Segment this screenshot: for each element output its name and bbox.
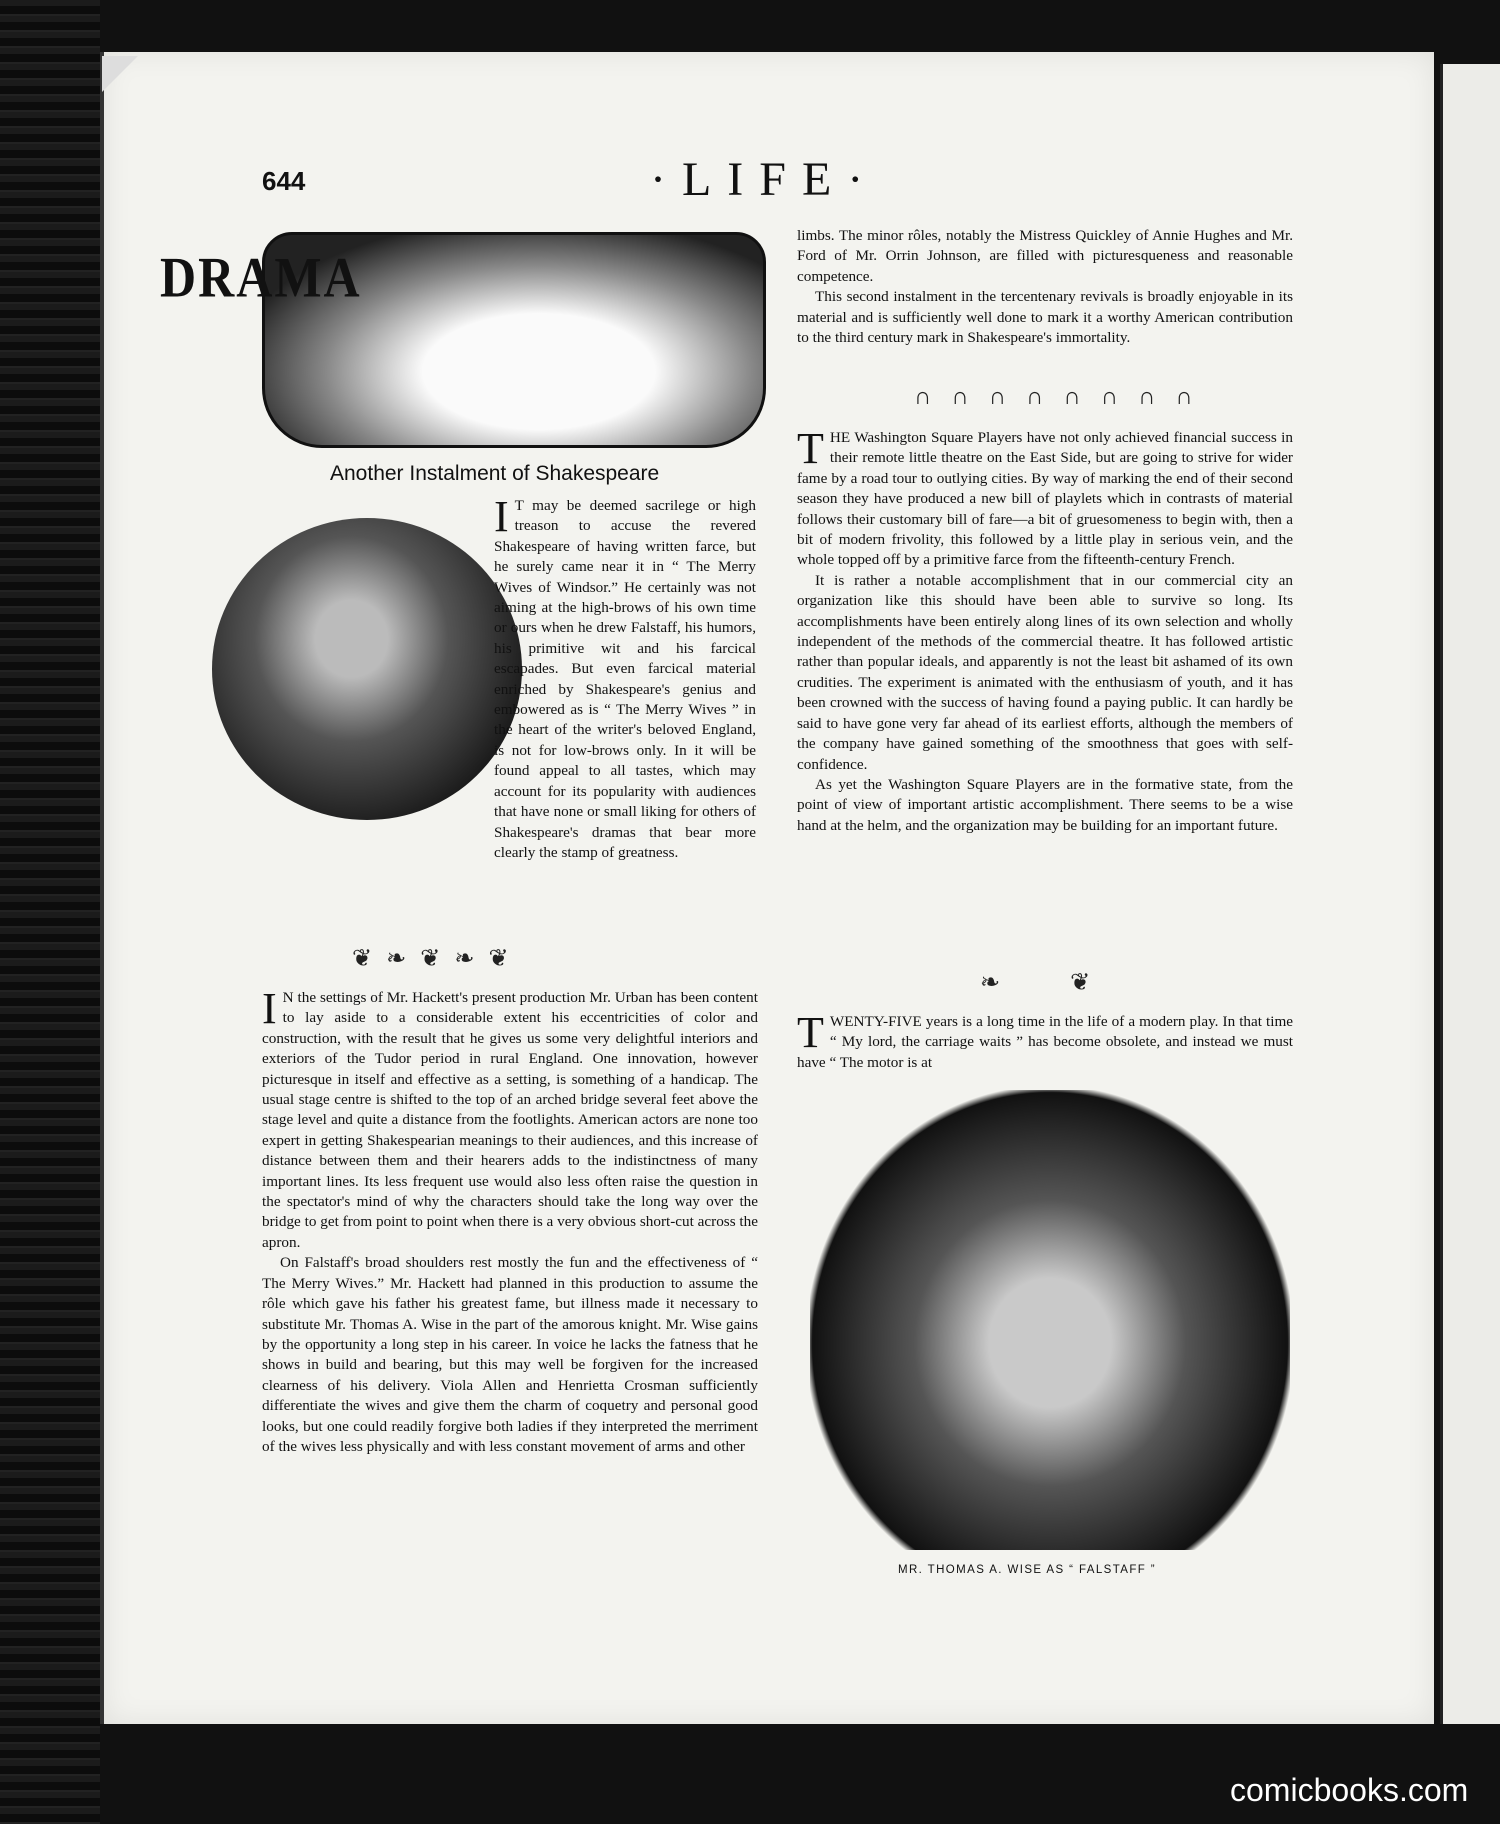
dropcap: T	[797, 424, 824, 473]
paragraph: WENTY-FIVE years is a long time in the life of a modern play. In that time “ My lord, the carriage waits ” has become obsolete, and instead we must have “ The motor is at	[797, 1013, 1293, 1071]
scan-background	[0, 0, 100, 1824]
flourish-icon: ❦	[420, 946, 441, 972]
photo-caption: MR. THOMAS A. WISE AS “ FALSTAFF ”	[898, 1564, 1157, 1576]
page-number: 644	[262, 166, 306, 196]
flourish-icon: ❦	[1070, 970, 1091, 996]
masthead-life: ·LIFE·	[650, 153, 880, 206]
merry-wives-photo	[212, 518, 522, 820]
flourish-icon: ❦	[352, 946, 373, 972]
dropcap: I	[262, 984, 277, 1033]
arch-ornament-icon: ∩	[951, 384, 969, 410]
arch-ornament-icon: ∩	[1100, 384, 1119, 410]
paragraph: It is rather a notable accomplishment that in our commercial city an organization like this should have been able to survive so long. Its accomplishments have been entirely along lines of its own selection and wholly independent of the methods of the commercial theatre. It has followed artistic rather than popular ideals, and apparently is not the least bit ashamed of its own crudities. The experiment is animated with the enthusiasm of youth, and it has been crowned with the success of having found a paying public. It can hardly be said to have gone very far ahead of its earliest efforts, although the members of the company have gained something of the smoothness that goes with self-confidence.	[797, 571, 1293, 773]
flourish-icon: ❧	[454, 946, 475, 972]
paragraph: As yet the Washington Square Players are in the formative state, from the point of view of important artistic accomplishment. There seems to be a wise hand at the helm, and the organization may be building for an important future.	[797, 775, 1293, 834]
left-column	[262, 984, 758, 1457]
paragraph: HE Washington Square Players have not only achieved financial success in their remote little theatre on the East Side, but are going to strive for wider fame by a road tour to outlying cities. By way of marking the end of their second season they have produced a new bill of playlets which in contrasts of material follows their customary bill of fare—a bit of gruesomeness to begin with, then a bit of modern frivolity, this followed by a little play in serious vein, and the whole topped off by a primitive farce from the fifteenth-century French.	[797, 429, 1293, 569]
drama-banner-title: DRAMA	[160, 244, 362, 310]
flourish-icon: ❦	[488, 946, 509, 972]
adjacent-page-edge	[1440, 64, 1500, 1724]
ornament-divider	[980, 968, 1090, 997]
intro-text: T may be deemed sacrilege or high treason to accuse the revered Shakespeare of having written farce, but he surely came near it in “ The Merry Wives of Windsor.” He certainly was not aiming at the high-brows of his own time or ours when he drew Falstaff, his humors, his primitive wit and his farcical escapades. But even farcical material enriched by Shakespeare's genius and embowered as is “ The Merry Wives ” in the heart of the writer's beloved England, is not for low-brows only. In it will be found appeal to all tastes, which may account for its popularity with audiences that have none or small liking for others of Shakespeare's dramas that bear more clearly the stamp of greatness.	[494, 497, 756, 861]
intro-paragraph-side	[494, 492, 756, 863]
dropcap: I	[494, 492, 509, 541]
paragraph: limbs. The minor rôles, notably the Mistress Quickley of Annie Hughes and Mr. Ford of Mr. Orrin Johnson, are filled with picturesqueness and reasonable competence.	[797, 227, 1293, 285]
arch-ornament-icon: ∩	[1175, 384, 1193, 410]
ornament-divider	[914, 384, 1193, 411]
falstaff-photo	[810, 1090, 1290, 1550]
arch-ornament-icon: ∩	[914, 384, 932, 410]
paragraph: On Falstaff's broad shoulders rest mostly the fun and the effectiveness of “ The Merry Wives.” Mr. Hackett had planned in this production to assume the rôle which gave his father his greatest fame, but illness made it necessary to substitute Mr. Thomas A. Wise in the part of the amorous knight. Mr. Wise gains by the opportunity a long step in his career. In voice he lacks the fatness that he shows in build and bearing, but this may well be forgiven for the increased clearness of his delivery. Viola Allen and Henrietta Crosman sufficiently differentiate the wives and give them the charm of coquetry and personal good looks, but one could readily forgive both ladies if they interpreted the merriment of the wives less physically and with less constant movement of arms and other	[262, 1254, 758, 1455]
dropcap: T	[797, 1008, 824, 1057]
flourish-icon: ❧	[386, 946, 407, 972]
right-column-middle	[797, 424, 1293, 836]
page-corner-fold	[102, 56, 138, 92]
right-column-top	[797, 226, 1293, 348]
arch-ornament-icon: ∩	[988, 384, 1007, 410]
paragraph: N the settings of Mr. Hackett's present production Mr. Urban has been content to lay aside to a considerable extent his eccentricities of color and construction, with the result that he gives us some very delightful interiors and exteriors of the Tudor period in rural England. One innovation, however picturesque in itself and effective as a setting, is something of a handicap. The usual stage centre is shifted to the top of an arched bridge several feet above the stage level and quite a distance from the footlights. American actors are none too expert in getting Shakespearian meanings to their audiences, and this increase of distance between them and their hearers adds to the indistinctness of many important lines. Its less frequent use would also less often raise the question in the spectator's mind of why the characters should take the long way over the bridge to get from point to point when there is a very obvious short-cut across the apron.	[262, 989, 758, 1251]
article-heading: Another Instalment of Shakespeare	[330, 462, 660, 485]
flourish-icon: ❧	[980, 970, 1001, 996]
paragraph: This second instalment in the tercentenary revivals is broadly enjoyable in its material and is sufficiently well done to mark it a worthy American contribution to the third century mark in Shakespeare's immortality.	[797, 288, 1293, 347]
right-column-bottom	[797, 1008, 1293, 1073]
arch-ornament-icon: ∩	[1063, 384, 1081, 410]
ornament-divider	[352, 944, 509, 973]
watermark: comicbooks.com	[1230, 1772, 1469, 1808]
arch-ornament-icon: ∩	[1026, 384, 1044, 410]
arch-ornament-icon: ∩	[1138, 384, 1156, 410]
